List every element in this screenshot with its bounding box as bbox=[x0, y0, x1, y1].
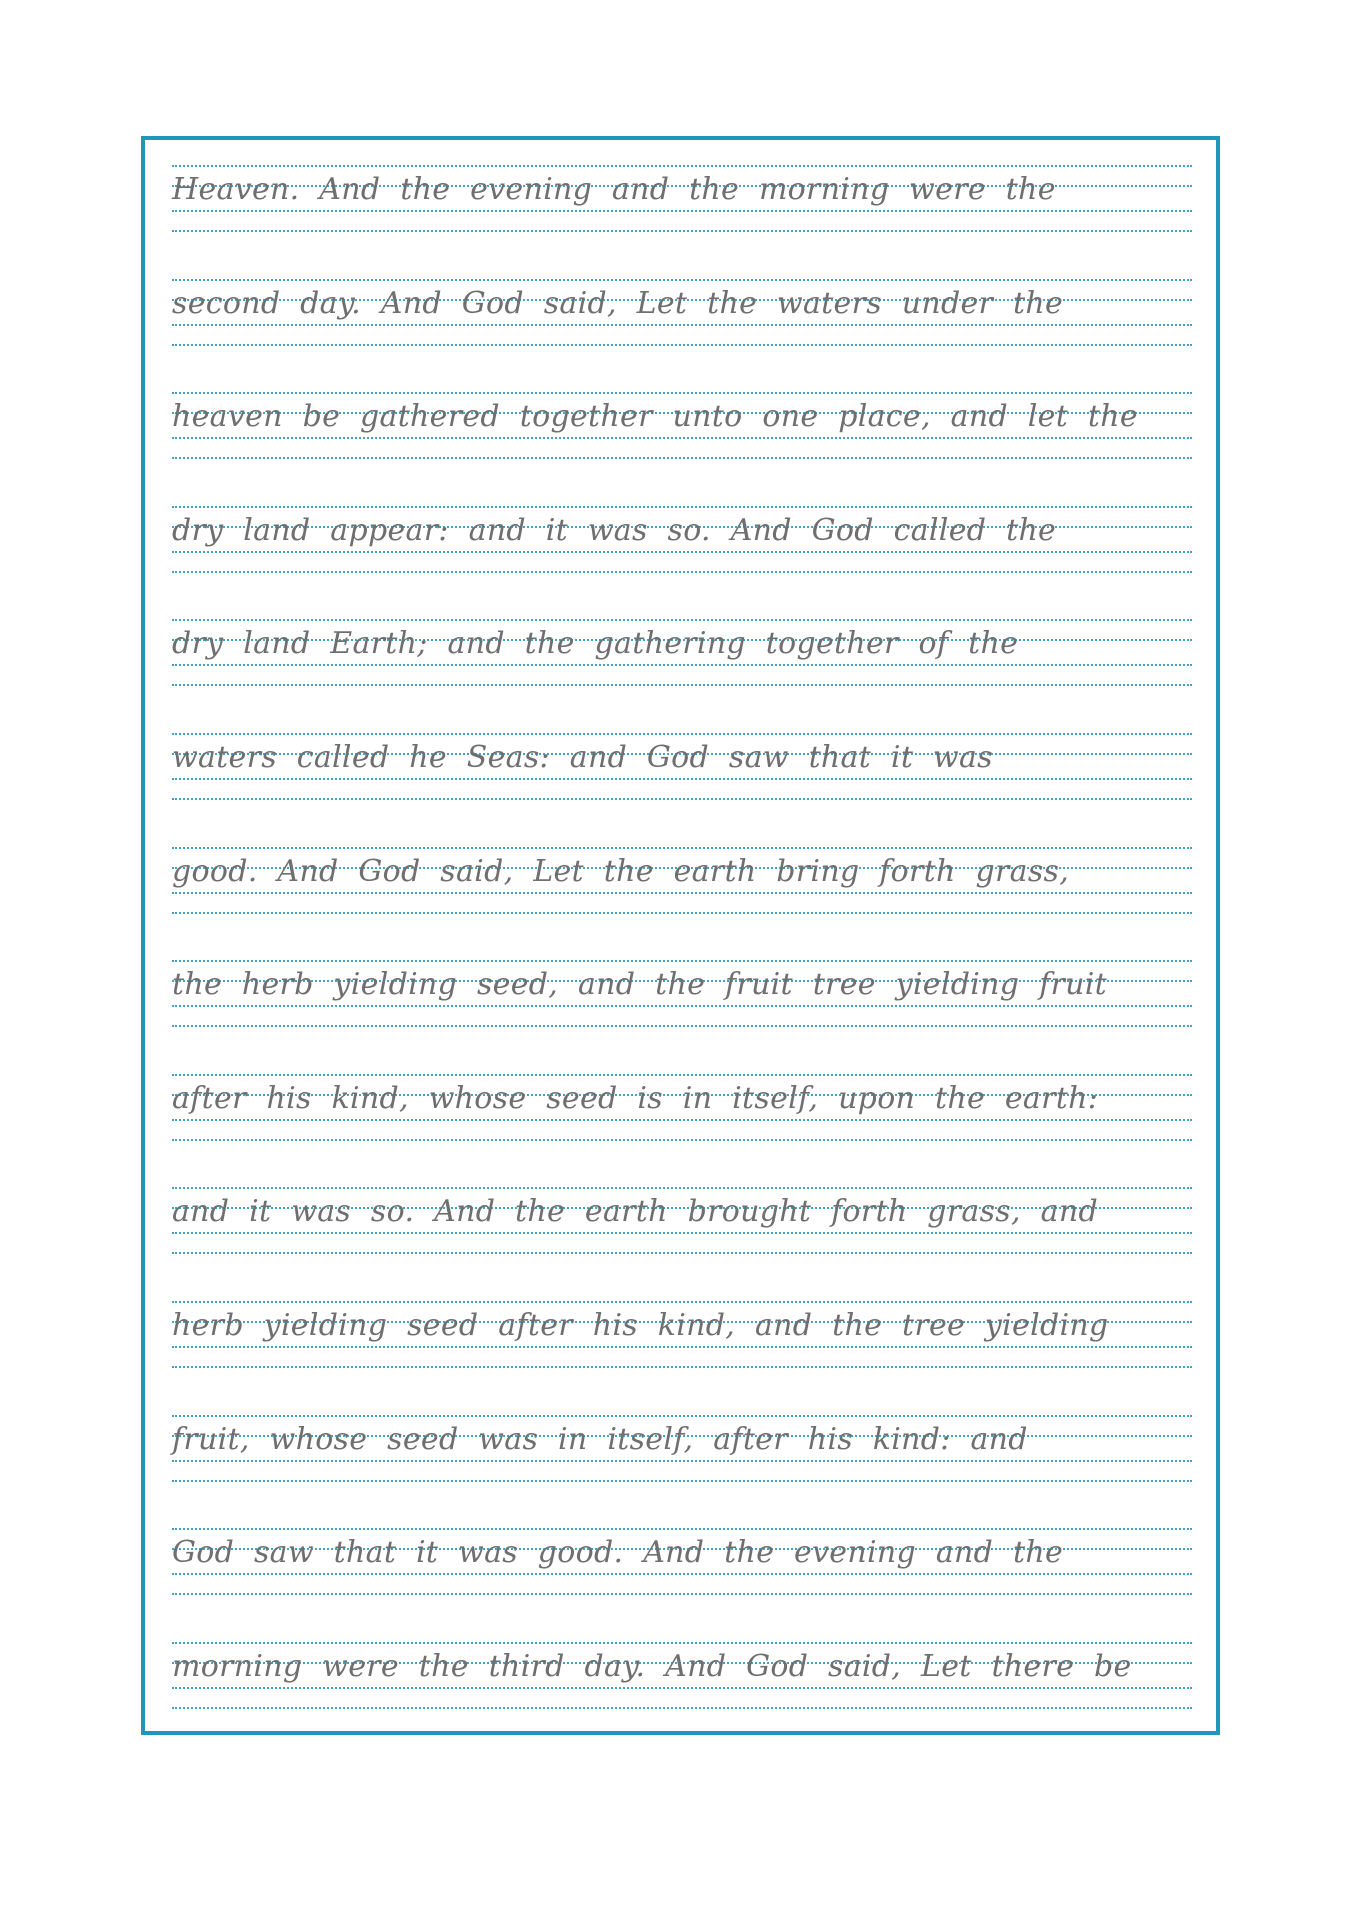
dotted-guide-line bbox=[172, 1252, 1192, 1254]
writing-row bbox=[172, 1187, 1192, 1257]
dotted-guide-line bbox=[172, 1366, 1192, 1368]
dotted-guide-line bbox=[172, 1707, 1192, 1709]
writing-row bbox=[172, 619, 1192, 689]
dotted-guide-line bbox=[172, 1025, 1192, 1027]
handwriting-text-line: Heaven. And the evening and the morning were the bbox=[172, 172, 1056, 207]
dotted-guide-line bbox=[172, 344, 1192, 346]
handwriting-text-line: and it was so. And the earth brought forth grass, and bbox=[172, 1194, 1098, 1230]
writing-row bbox=[172, 279, 1192, 349]
writing-row bbox=[172, 733, 1192, 803]
writing-row bbox=[172, 392, 1192, 462]
dotted-guide-line bbox=[172, 1593, 1192, 1595]
dotted-guide-line bbox=[172, 798, 1192, 800]
writing-row bbox=[172, 960, 1192, 1030]
writing-row bbox=[172, 1301, 1192, 1371]
handwriting-text-line: dry land appear: and it was so. And God called the bbox=[172, 512, 1057, 548]
handwriting-text-line: waters called he Seas: and God saw that it was bbox=[172, 740, 993, 775]
dotted-guide-line bbox=[172, 684, 1192, 686]
handwriting-text-line: second day. And God said, Let the waters under the bbox=[172, 285, 1064, 321]
dotted-guide-line bbox=[172, 457, 1192, 459]
handwriting-text-line: God saw that it was good. And the evening and the bbox=[172, 1535, 1064, 1571]
handwriting-worksheet bbox=[141, 136, 1220, 1735]
dotted-guide-line bbox=[172, 1480, 1192, 1482]
writing-row bbox=[172, 506, 1192, 576]
dotted-guide-line bbox=[172, 571, 1192, 573]
writing-row bbox=[172, 165, 1192, 235]
dotted-guide-line bbox=[172, 230, 1192, 232]
writing-row bbox=[172, 1415, 1192, 1485]
writing-row bbox=[172, 847, 1192, 917]
handwriting-text-line: good. And God said, Let the earth bring forth grass, bbox=[172, 853, 1070, 889]
writing-row bbox=[172, 1642, 1192, 1712]
writing-row bbox=[172, 1074, 1192, 1144]
dotted-guide-line bbox=[172, 1139, 1192, 1141]
handwriting-text-line: fruit, whose seed was in itself, after his kind: and bbox=[172, 1421, 1028, 1457]
handwriting-text-line: herb yielding seed after his kind, and the tree yielding bbox=[172, 1308, 1109, 1343]
dotted-guide-line bbox=[172, 912, 1192, 914]
handwriting-text-line: dry land Earth; and the gathering together of the bbox=[172, 626, 1019, 662]
handwriting-text-line: after his kind, whose seed is in itself, upon the earth: bbox=[172, 1080, 1099, 1116]
writing-row bbox=[172, 1528, 1192, 1598]
handwriting-text-line: heaven be gathered together unto one place, and let the bbox=[172, 399, 1138, 435]
handwriting-text-line: the herb yielding seed, and the fruit tree yielding fruit bbox=[172, 967, 1108, 1003]
handwriting-text-line: morning were the third day. And God said, Let there be bbox=[172, 1648, 1132, 1684]
